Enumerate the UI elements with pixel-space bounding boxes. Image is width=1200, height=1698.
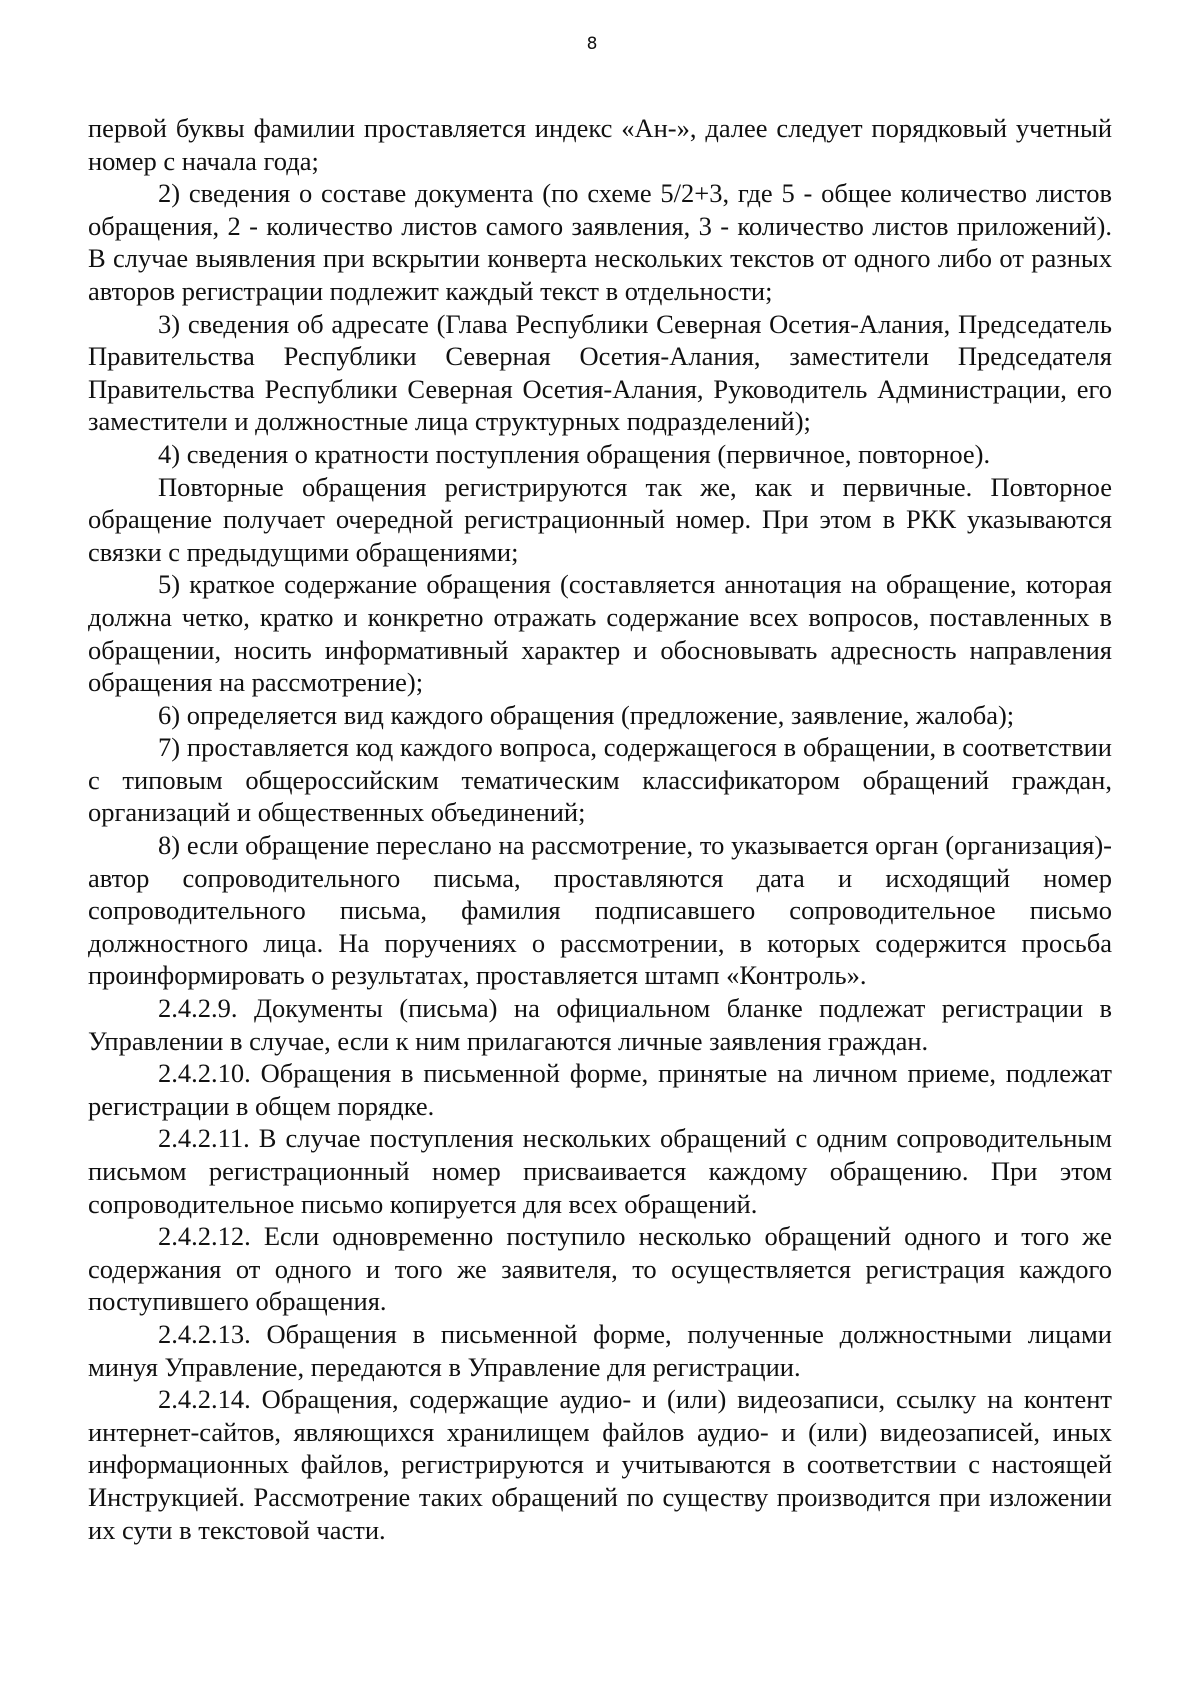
paragraph-2-4-2-10: 2.4.2.10. Обращения в письменной форме, принятые на личном приеме, подлежат регистрации в общем порядке. — [88, 1058, 1112, 1121]
paragraph-2-4-2-13: 2.4.2.13. Обращения в письменной форме, полученные должностными лицами минуя Управление, передаются в Управление для регистрации. — [88, 1318, 1112, 1382]
paragraph-item-3: 3) сведения об адресате (Глава Республики Северная Осетия-Алания, Председатель Правительства Республики Северная Осетия-Алания, заместители Председателя Правительства Республики Северная Осетия-Алания, Руководитель Администрации, его заместители и должностные лица структурных подразделений); — [88, 308, 1112, 437]
paragraph-item-5: 5) краткое содержание обращения (составляется аннотация на обращение, которая должна четко, кратко и конкретно отражать содержание всех вопросов, поставленных в обращении, носить информативный характер и обосновывать адресность направления обращения на рассмотрение); — [88, 569, 1112, 698]
paragraph-item-4: 4) сведения о кратности поступления обращения (первичное, повторное). — [158, 438, 991, 469]
paragraph-item-6: 6) определяется вид каждого обращения (предложение, заявление, жалоба); — [158, 699, 1015, 730]
paragraph-item-7: 7) проставляется код каждого вопроса, содержащегося в обращении, в соответствии с типовым общероссийским тематическим классификатором обращений граждан, организаций и общественных объединений; — [88, 732, 1112, 828]
paragraph-2-4-2-12: 2.4.2.12. Если одновременно поступило несколько обращений одного и того же содержания от одного и того же заявителя, то осуществляется регистрация каждого поступившего обращения. — [88, 1221, 1112, 1317]
paragraph-2-4-2-11: 2.4.2.11. В случае поступления нескольких обращений с одним сопроводительным письмом регистрационный номер присваивается каждому обращению. При этом сопроводительное письмо копируется для всех обращений. — [88, 1123, 1112, 1219]
paragraph-2-4-2-9: 2.4.2.9. Документы (письма) на официальном бланке подлежат регистрации в Управлении в случае, если к ним прилагаются личные заявления граждан. — [88, 993, 1112, 1056]
paragraph-2-4-2-14: 2.4.2.14. Обращения, содержащие аудио- и (или) видеозаписи, ссылку на контент интернет-сайтов, являющихся хранилищем файлов аудио- и (или) видеозаписей, иных информационных файлов, регистрируются и учитываются в соответствии с настоящей Инструкцией. Рассмотрение таких обращений по существу производится при изложении их сути в текстовой части. — [88, 1384, 1112, 1545]
page-number: 8 — [586, 34, 598, 54]
paragraph-item-2: 2) сведения о составе документа (по схеме 5/2+3, где 5 - общее количество листов обращения, 2 - количество листов самого заявления, 3 - количество листов приложений). В случае выявления при вскрытии конверта нескольких текстов от одного либо от разных авторов регистрации подлежит каждый текст в отдельности; — [88, 178, 1112, 306]
document-body — [88, 112, 1112, 1546]
paragraph-item-8: 8) если обращение переслано на рассмотрение, то указывается орган (организация)-автор сопроводительного письма, проставляются дата и исходящий номер сопроводительного письма, фамилия подписавшего сопроводительное письмо должностного лица. На поручениях о рассмотрении, в которых содержится просьба проинформировать о результатах, проставляется штамп «Контроль». — [88, 830, 1112, 991]
paragraph-repeat-requests: Повторные обращения регистрируются так же, как и первичные. Повторное обращение получает очередной регистрационный номер. При этом в РКК указываются связки с предыдущими обращениями; — [88, 471, 1112, 567]
paragraph-continuation: первой буквы фамилии проставляется индекс «Ан-», далее следует порядковый учетный номер с начала года; — [88, 113, 1112, 176]
